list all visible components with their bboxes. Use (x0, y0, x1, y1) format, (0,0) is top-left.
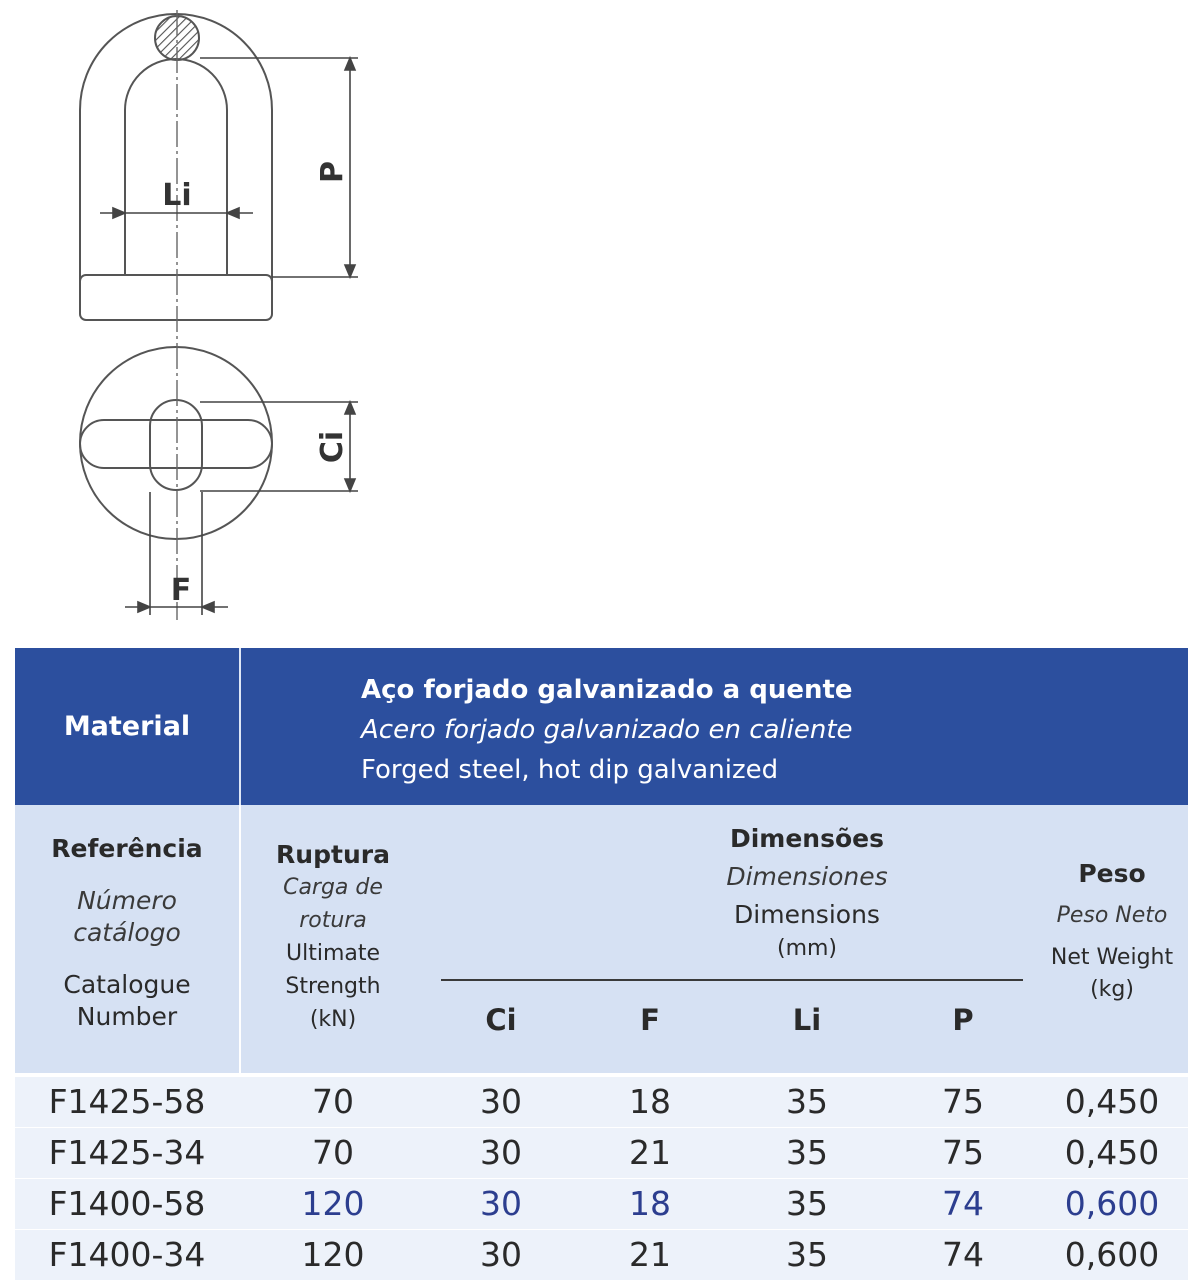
weight-header (1033, 858, 1191, 1006)
f-cell: 18 (629, 1082, 671, 1121)
weight-cell: 0,450 (1064, 1133, 1160, 1172)
dimensions-header (657, 820, 957, 964)
strength-cell: 120 (301, 1184, 365, 1223)
ruptura-header-en-2: Strength (285, 974, 381, 999)
strength-cell: 70 (312, 1133, 354, 1172)
p-cell: 74 (942, 1184, 984, 1223)
ci-cell: 30 (480, 1133, 522, 1172)
ci-dimension-label: Ci (315, 430, 350, 464)
ci-cell: 30 (480, 1184, 522, 1223)
ruptura-header-es-1: Carga de (283, 875, 383, 900)
dimensions-header-es: Dimensiones (726, 862, 888, 891)
weight-header-es: Peso Neto (1056, 903, 1168, 928)
ruptura-header-unit: (kN) (309, 1007, 357, 1032)
f-cell: 21 (629, 1235, 671, 1274)
column-divider (239, 648, 241, 805)
p-cell: 74 (942, 1235, 984, 1274)
p-column-header: P (952, 1003, 974, 1037)
ruptura-header-es-2: rotura (299, 908, 367, 933)
table-row (15, 1229, 1188, 1280)
p-dimension-label: P (315, 161, 350, 183)
weight-cell: 0,600 (1064, 1184, 1160, 1223)
dimensions-header-unit: (mm) (776, 936, 838, 961)
reference-header-en-2: Number (76, 1002, 178, 1031)
li-cell: 35 (786, 1133, 828, 1172)
ci-cell: 30 (480, 1235, 522, 1274)
technical-drawing (0, 0, 480, 630)
reference-cell: F1425-34 (48, 1133, 206, 1172)
dimensions-divider (441, 979, 1023, 981)
reference-cell: F1400-34 (48, 1235, 206, 1274)
reference-cell: F1425-58 (48, 1082, 206, 1121)
table-row (15, 1076, 1188, 1127)
li-cell: 35 (786, 1184, 828, 1223)
weight-cell: 0,600 (1064, 1235, 1160, 1274)
material-es: Acero forjado galvanizado en caliente (361, 715, 853, 745)
p-cell: 75 (942, 1133, 984, 1172)
ci-cell: 30 (480, 1082, 522, 1121)
weight-header-en: Net Weight (1050, 945, 1174, 970)
ci-column-header: Ci (485, 1003, 517, 1037)
weight-header-pt: Peso (1078, 859, 1146, 888)
reference-header-es-1: Número (77, 886, 177, 915)
dimensions-header-en: Dimensions (734, 900, 880, 929)
material-pt: Aço forjado galvanizado a quente (361, 675, 853, 705)
f-dimension-label: F (170, 573, 192, 608)
dimensions-header-pt: Dimensões (729, 824, 885, 853)
p-cell: 75 (942, 1082, 984, 1121)
strength-cell: 120 (301, 1235, 365, 1274)
strength-cell: 70 (312, 1082, 354, 1121)
ruptura-header (265, 838, 401, 1036)
reference-header-es-2: catálogo (73, 918, 181, 947)
li-cell: 35 (786, 1082, 828, 1121)
ruptura-header-pt: Ruptura (276, 840, 390, 869)
material-row (15, 648, 1188, 805)
reference-header-en-1: Catalogue (63, 970, 191, 999)
li-cell: 35 (786, 1235, 828, 1274)
reference-cell: F1400-58 (48, 1184, 206, 1223)
table-row (15, 1178, 1188, 1229)
f-column-header: F (640, 1003, 660, 1037)
f-cell: 18 (629, 1184, 671, 1223)
table-body (15, 1076, 1188, 1280)
weight-cell: 0,450 (1064, 1082, 1160, 1121)
li-column-header: Li (792, 1003, 822, 1037)
material-label: Material (63, 711, 191, 742)
table-row (15, 1127, 1188, 1178)
specification-table (15, 648, 1188, 1274)
column-divider (239, 805, 241, 1073)
material-description (361, 670, 853, 790)
material-en: Forged steel, hot dip galvanized (361, 755, 779, 785)
reference-header (15, 833, 239, 1033)
weight-header-unit: (kg) (1090, 977, 1134, 1002)
reference-header-pt: Referência (51, 834, 203, 863)
li-dimension-label: Li (162, 178, 192, 213)
f-cell: 21 (629, 1133, 671, 1172)
ruptura-header-en-1: Ultimate (285, 941, 381, 966)
